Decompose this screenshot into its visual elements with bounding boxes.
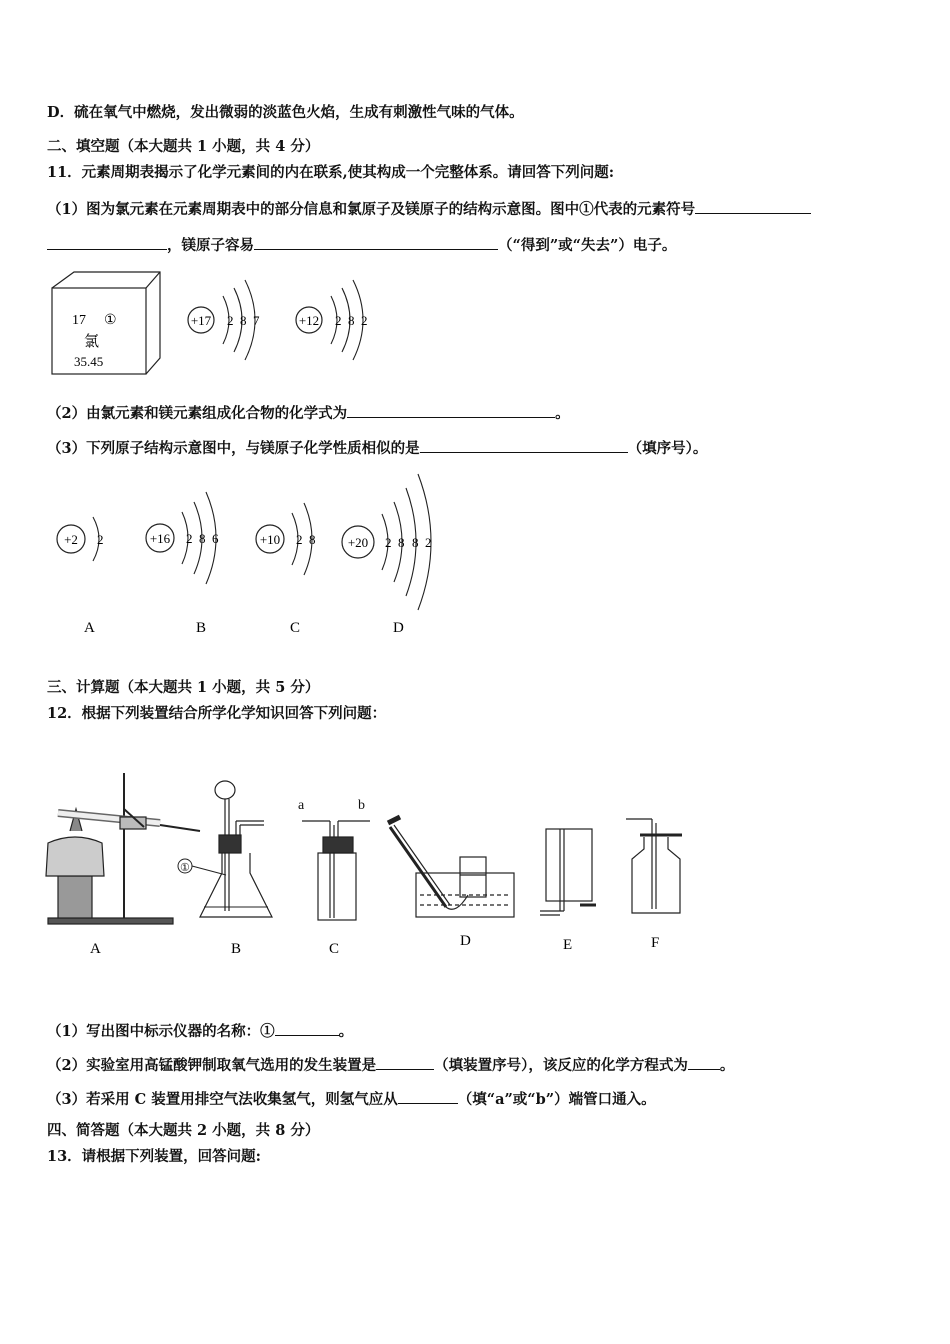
apparatus-b xyxy=(178,781,272,917)
answer-blank[interactable] xyxy=(254,233,498,250)
q12-part1-end: 。 xyxy=(338,1023,354,1040)
lab-apparatus xyxy=(40,765,700,965)
apparatus-f-label: F xyxy=(651,935,660,951)
option-c-shell-1: 2 xyxy=(296,532,303,547)
option-d-shell-1: 2 xyxy=(385,535,392,550)
apparatus-e-label: E xyxy=(563,937,573,953)
port-b-label: b xyxy=(358,798,365,813)
option-d-shell-3: 8 xyxy=(412,535,419,550)
apparatus-a-label: A xyxy=(90,941,101,957)
q12-part2 xyxy=(47,1053,734,1076)
question-13-stem: 13．请根据下列装置，回答问题: xyxy=(47,1148,262,1165)
question-11-stem: 11．元素周期表揭示了化学元素间的内在联系,使其构成一个完整体系。请回答下列问题: xyxy=(47,164,615,181)
option-a-label: A xyxy=(84,620,95,636)
option-b-shell-2: 8 xyxy=(199,531,206,546)
apparatus-c-label: C xyxy=(329,941,340,957)
q11-part1-text-3: （“得到”或“失去”）电子。 xyxy=(498,237,677,254)
answer-blank[interactable] xyxy=(695,197,811,214)
option-d-nucleus: +20 xyxy=(347,535,369,550)
apparatus-d-label: D xyxy=(460,933,471,949)
cl-atom xyxy=(188,280,260,360)
mg-shell-2: 8 xyxy=(348,313,355,328)
q11-part1 xyxy=(47,197,811,220)
q12-part2-text-2: （填装置序号），该反应的化学方程式为 xyxy=(434,1057,688,1074)
option-a-shell-1: 2 xyxy=(97,532,104,547)
option-a-atom xyxy=(57,517,104,561)
option-c-shell-2: 8 xyxy=(309,532,316,547)
apparatus-b-label: B xyxy=(231,941,242,957)
question-12-stem: 12．根据下列装置结合所学化学知识回答下列问题： xyxy=(47,705,387,722)
answer-blank[interactable] xyxy=(376,1053,434,1070)
answer-blank[interactable] xyxy=(688,1053,720,1070)
element-card xyxy=(52,272,160,374)
option-b-label: B xyxy=(196,620,207,636)
cl-nucleus: +17 xyxy=(190,313,212,328)
option-b-shell-1: 2 xyxy=(186,531,193,546)
q11-part1-cont xyxy=(47,233,676,256)
element-marker: ① xyxy=(104,313,117,328)
q12-part1 xyxy=(47,1019,353,1042)
answer-blank[interactable] xyxy=(275,1019,339,1036)
q12-part1-text: （1）写出图中标示仪器的名称：① xyxy=(47,1023,275,1040)
q12-part3-text: （3）若采用 C 装置用排空气法收集氢气，则氢气应从 xyxy=(47,1091,398,1108)
q12-part2-end: 。 xyxy=(719,1057,735,1074)
cl-shell-1: 2 xyxy=(227,313,234,328)
option-b-atom xyxy=(146,492,219,584)
apparatus-d xyxy=(388,817,514,917)
q12-part3-text-2: （填“a”或“b”）端管口通入。 xyxy=(457,1091,656,1108)
option-d-atom xyxy=(342,474,432,610)
port-a-label: a xyxy=(298,798,305,813)
answer-blank[interactable] xyxy=(398,1087,458,1104)
q11-part3-text: （3）下列原子结构示意图中，与镁原子化学性质相似的是 xyxy=(47,440,420,457)
apparatus-f xyxy=(626,819,682,913)
element-name: 氯 xyxy=(84,334,100,350)
option-c-atom xyxy=(256,503,316,575)
option-d-shell-2: 8 xyxy=(398,535,405,550)
section-4-header: 四、简答题（本大题共 2 小题，共 8 分） xyxy=(47,1122,320,1139)
section-2-header: 二、填空题（本大题共 1 小题，共 4 分） xyxy=(47,138,320,155)
q11-part2-text: （2）由氯元素和镁元素组成化合物的化学式为 xyxy=(47,405,348,422)
cl-shell-3: 7 xyxy=(253,313,260,328)
option-c-nucleus: +10 xyxy=(259,532,281,547)
q11-part2 xyxy=(47,401,570,424)
option-b-nucleus: +16 xyxy=(149,531,171,546)
q11-part2-end: 。 xyxy=(555,405,570,422)
apparatus-c xyxy=(298,798,370,920)
option-d: D．硫在氧气中燃烧，发出微弱的淡蓝色火焰，生成有刺激性气味的气体。 xyxy=(47,104,524,121)
option-b-shell-3: 6 xyxy=(212,531,219,546)
option-c-label: C xyxy=(290,620,301,636)
element-number: 17 xyxy=(72,313,86,328)
q11-part1-text-2: ，镁原子容易 xyxy=(167,237,254,254)
element-mass: 35.45 xyxy=(74,354,104,369)
option-d-label: D xyxy=(393,620,404,636)
atom-options xyxy=(40,468,460,648)
option-d-shell-4: 2 xyxy=(425,535,432,550)
answer-blank[interactable] xyxy=(347,401,555,418)
mg-atom xyxy=(296,280,368,360)
option-a-nucleus: +2 xyxy=(64,532,78,547)
answer-blank[interactable] xyxy=(420,436,628,453)
q12-part3 xyxy=(47,1087,656,1110)
apparatus-a xyxy=(46,773,200,924)
element-diagrams xyxy=(44,262,394,387)
q11-part3-end: （填序号）。 xyxy=(627,440,708,457)
answer-blank[interactable] xyxy=(47,233,167,250)
cl-shell-2: 8 xyxy=(240,313,247,328)
q12-part2-text: （2）实验室用高锰酸钾制取氧气选用的发生装置是 xyxy=(47,1057,377,1074)
apparatus-e xyxy=(540,829,596,915)
q11-part1-text: （1）图为氯元素在元素周期表中的部分信息和氯原子及镁原子的结构示意图。图中①代表的元素符号 xyxy=(47,201,696,218)
q11-part3 xyxy=(47,436,707,459)
mg-shell-3: 2 xyxy=(361,313,368,328)
section-3-header: 三、计算题（本大题共 1 小题，共 5 分） xyxy=(47,679,320,696)
mg-nucleus: +12 xyxy=(298,313,320,328)
mg-shell-1: 2 xyxy=(335,313,342,328)
marker-1: ① xyxy=(180,862,190,874)
